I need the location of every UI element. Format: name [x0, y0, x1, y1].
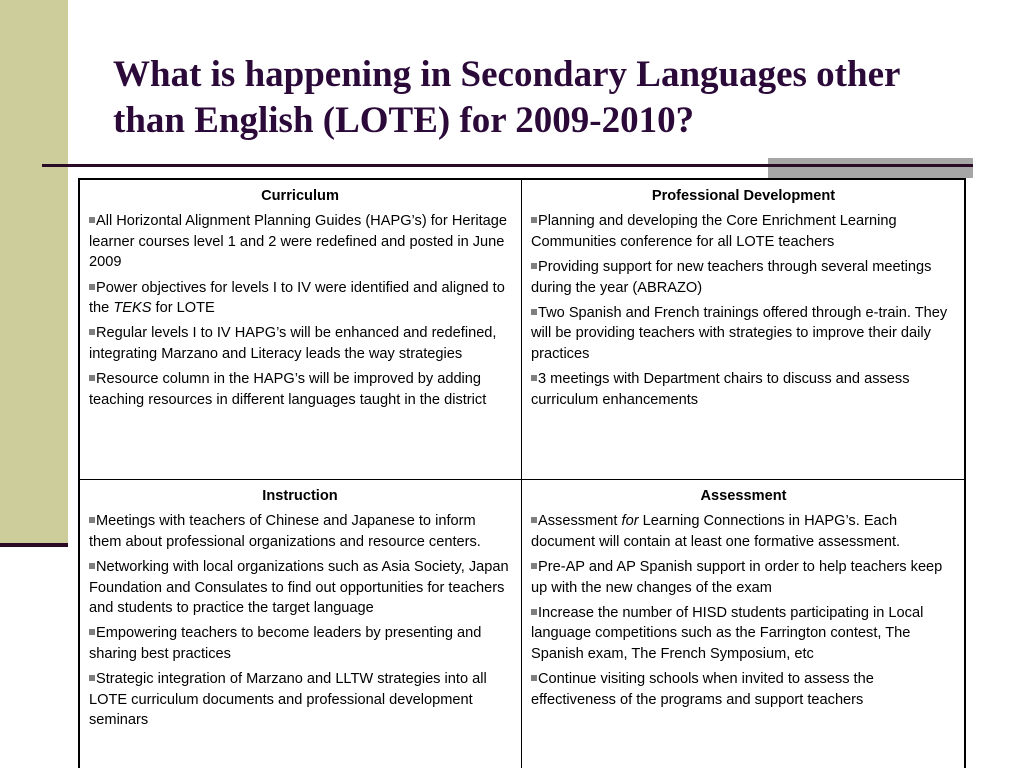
square-bullet-icon [531, 517, 537, 523]
cell-heading: Instruction [262, 488, 338, 504]
list-item [89, 669, 511, 730]
item-text: All Horizontal Alignment Planning Guides (HAPG’s) for Heritage learner courses level 1 and 2 were redefined and posted in June 2009 [89, 213, 507, 271]
cell-instruction [80, 480, 522, 768]
quadrant-table [78, 178, 966, 768]
list-item [531, 603, 956, 664]
item-text: Power objectives for levels I to IV were identified and aligned to the [89, 279, 505, 317]
list-item [89, 278, 511, 319]
item-text: for LOTE [151, 300, 215, 317]
cell-professional-development [522, 180, 966, 480]
square-bullet-icon [531, 563, 537, 569]
item-text: 3 meetings with Department chairs to discuss and assess curriculum enhancements [531, 371, 910, 408]
square-bullet-icon [531, 263, 537, 269]
item-text: Providing support for new teachers through several meetings during the year (ABRAZO) [531, 259, 932, 296]
item-text: Resource column in the HAPG’s will be improved by adding teaching resources in different languages taught in the district [89, 371, 487, 408]
cell-assessment [522, 480, 966, 768]
bullet-list [531, 511, 956, 710]
cell-heading: Assessment [700, 488, 787, 504]
square-bullet-icon [89, 629, 95, 635]
bullet-list [89, 511, 511, 730]
list-item [531, 669, 956, 710]
item-text: Assessment [538, 513, 622, 530]
square-bullet-icon [531, 675, 537, 681]
list-item [531, 511, 956, 552]
square-bullet-icon [89, 517, 95, 523]
item-text: Empowering teachers to become leaders by presenting and sharing best practices [89, 625, 482, 662]
list-item [531, 369, 956, 410]
square-bullet-icon [89, 375, 95, 381]
cell-heading: Curriculum [261, 188, 339, 204]
list-item [89, 211, 511, 272]
square-bullet-icon [89, 563, 95, 569]
title-divider-block [768, 158, 973, 178]
decorative-side-bar [0, 0, 68, 545]
square-bullet-icon [89, 329, 95, 335]
item-text: Meetings with teachers of Chinese and Japanese to inform them about professional organizations and resource centers. [89, 513, 481, 550]
item-emphasis: TEKS [113, 300, 152, 317]
item-text: Networking with local organizations such as Asia Society, Japan Foundation and Consulates to find out opportunities for teachers and students to practice the target language [89, 559, 509, 617]
item-text: Increase the number of HISD students participating in Local language competitions such as the Farrington contest, The Spanish exam, The French Symposium, etc [531, 605, 924, 662]
item-emphasis: for [621, 513, 639, 530]
square-bullet-icon [531, 217, 537, 223]
slide-title [113, 52, 973, 144]
square-bullet-icon [531, 309, 537, 315]
slide-title-line-1: What is happening in Secondary Languages other [113, 54, 901, 95]
cell-curriculum [80, 180, 522, 480]
list-item [89, 369, 511, 410]
list-item [531, 303, 956, 364]
item-text: Pre-AP and AP Spanish support in order to help teachers keep up with the new changes of the exam [531, 559, 943, 596]
square-bullet-icon [531, 375, 537, 381]
bullet-list [89, 211, 511, 410]
list-item [89, 623, 511, 664]
item-text: Strategic integration of Marzano and LLTW strategies into all LOTE curriculum documents and professional development seminars [89, 671, 487, 729]
square-bullet-icon [89, 675, 95, 681]
item-text: Planning and developing the Core Enrichment Learning Communities conference for all LOTE teachers [531, 213, 897, 250]
cell-heading: Professional Development [651, 188, 836, 204]
list-item [89, 511, 511, 552]
list-item [531, 211, 956, 252]
list-item [531, 257, 956, 298]
item-text: Continue visiting schools when invited to assess the effectiveness of the programs and support teachers [531, 671, 874, 708]
item-text: Two Spanish and French trainings offered through e-train. They will be providing teachers with strategies to improve their daily practices [531, 305, 948, 362]
item-text: Learning Connections in HAPG’s. Each document will contain at least one formative assessment. [531, 513, 901, 550]
square-bullet-icon [531, 609, 537, 615]
decorative-side-bar-line [0, 543, 68, 547]
list-item [89, 557, 511, 618]
list-item [531, 557, 956, 598]
bullet-list [531, 211, 956, 410]
square-bullet-icon [89, 217, 95, 223]
slide-title-line-2: than English (LOTE) for 2009-2010? [113, 100, 695, 141]
list-item [89, 323, 511, 364]
item-text: Regular levels I to IV HAPG’s will be enhanced and redefined, integrating Marzano and Literacy leads the way strategies [89, 325, 497, 362]
square-bullet-icon [89, 284, 95, 290]
